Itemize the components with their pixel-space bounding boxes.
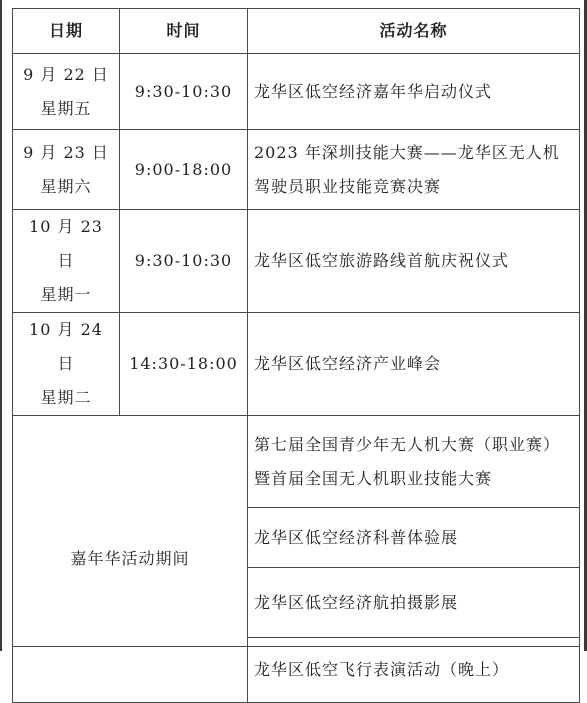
activity-name-cell: 龙华区低空经济嘉年华启动仪式 — [248, 54, 580, 130]
weekday-text: 星期五 — [40, 98, 92, 118]
header-activity-name: 活动名称 — [248, 9, 580, 54]
event-schedule-table — [12, 8, 580, 703]
time-cell: 9:30-10:30 — [120, 54, 248, 130]
table-bottom-rule — [12, 646, 579, 647]
time-cell: 9:00-18:00 — [120, 130, 248, 210]
date-text: 10 月 24 日 — [29, 320, 103, 373]
table-row — [13, 416, 580, 508]
time-cell: 9:30-10:30 — [120, 210, 248, 313]
date-cell — [13, 313, 120, 416]
table-row — [13, 54, 580, 130]
activity-name-cell: 龙华区低空经济产业峰会 — [248, 313, 580, 416]
table-header-row — [13, 9, 580, 54]
activity-name-cell: 龙华区低空经济科普体验展 — [248, 508, 580, 568]
activity-name-cell: 龙华区低空飞行表演活动（晚上） — [248, 638, 580, 703]
date-text: 9 月 22 日 — [23, 64, 109, 84]
date-cell — [13, 54, 120, 130]
date-text: 9 月 23 日 — [23, 142, 109, 162]
weekday-text: 星期一 — [40, 285, 92, 304]
date-text: 10 月 23 日 — [29, 217, 103, 270]
date-cell — [13, 210, 120, 313]
left-border — [0, 0, 2, 651]
activity-name-cell: 龙华区低空旅游路线首航庆祝仪式 — [248, 210, 580, 313]
activity-name-cell: 2023 年深圳技能大赛——龙华区无人机驾驶员职业技能竞赛决赛 — [248, 130, 580, 210]
carnival-period-cell: 嘉年华活动期间 — [13, 416, 248, 703]
header-date: 日期 — [13, 9, 120, 54]
time-cell: 14:30-18:00 — [120, 313, 248, 416]
header-time: 时间 — [120, 9, 248, 54]
activity-name-cell: 第七届全国青少年无人机大赛（职业赛）暨首届全国无人机职业技能大赛 — [248, 416, 580, 508]
table-row — [13, 210, 580, 313]
table-row — [13, 313, 580, 416]
weekday-text: 星期六 — [40, 176, 92, 196]
activity-name-cell: 龙华区低空经济航拍摄影展 — [248, 568, 580, 638]
weekday-text: 星期二 — [40, 388, 92, 407]
table-row — [13, 130, 580, 210]
date-cell — [13, 130, 120, 210]
